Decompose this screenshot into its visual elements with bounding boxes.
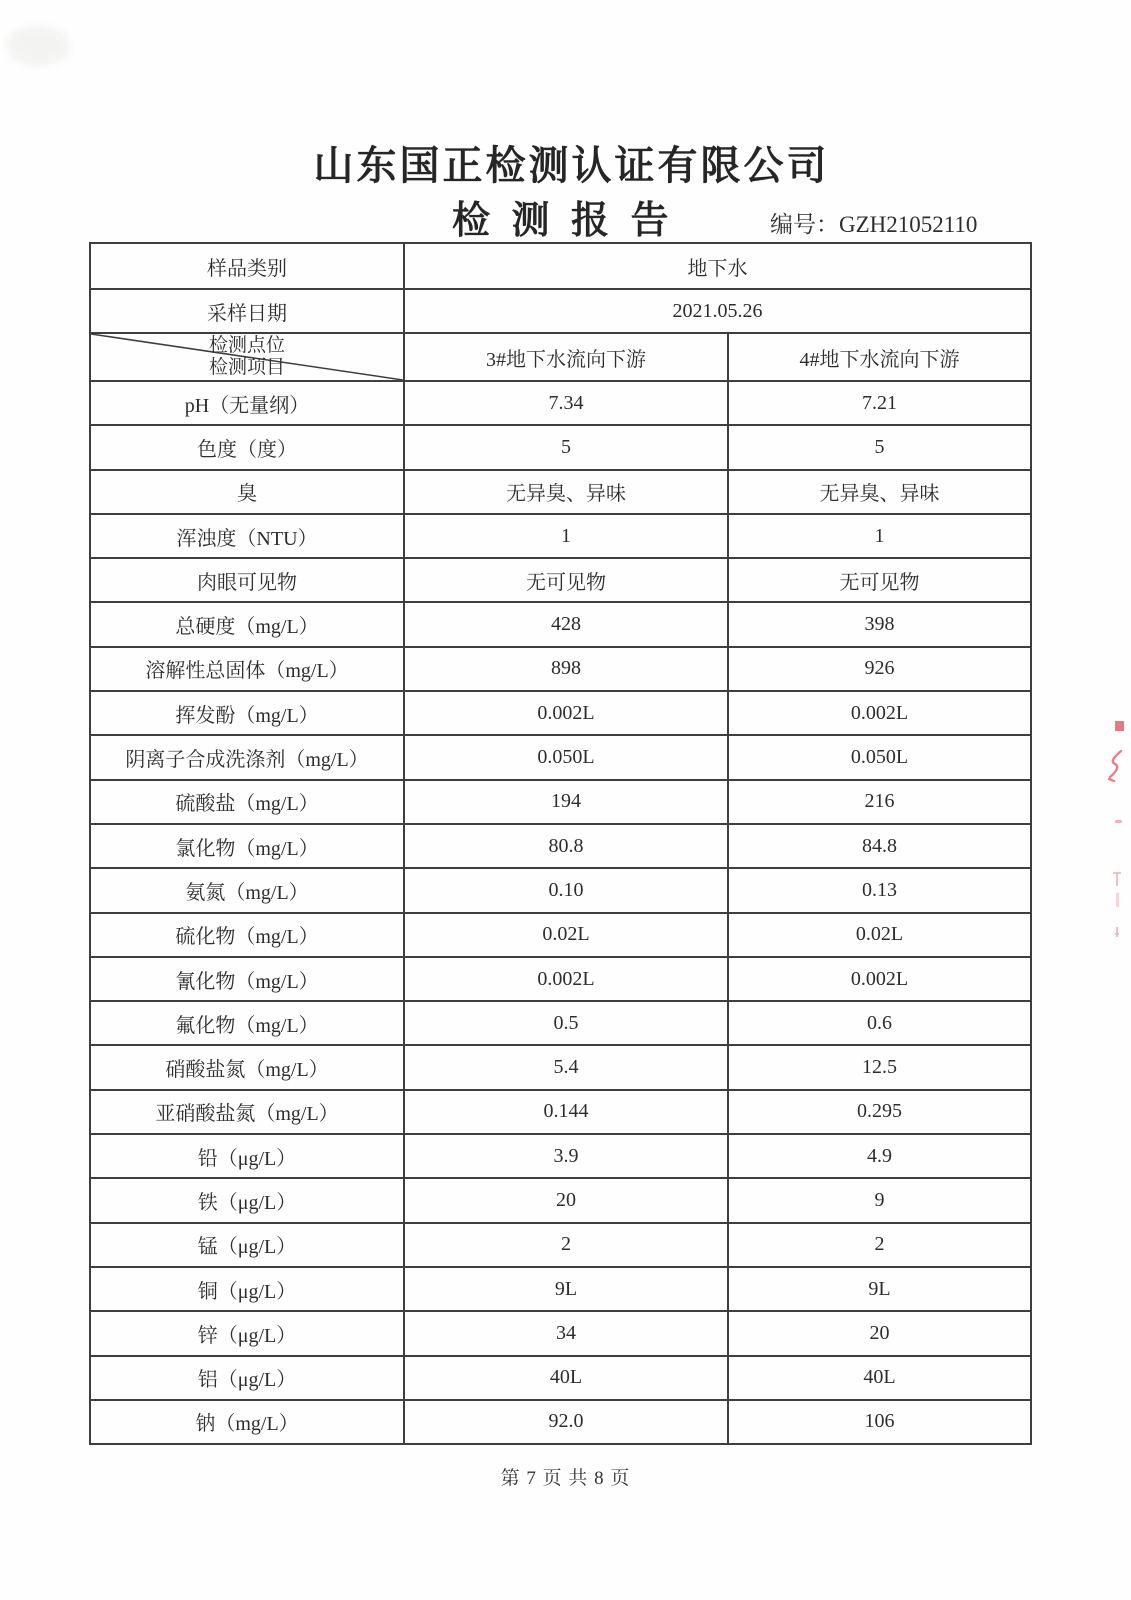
item-label: 肉眼可见物: [90, 558, 404, 602]
value-site2: 40L: [728, 1356, 1031, 1400]
site-column-2: 4#地下水流向下游: [728, 333, 1031, 381]
value-site1: 2: [404, 1223, 728, 1267]
red-ink-mark: [1115, 820, 1122, 823]
value-site1: 194: [404, 780, 728, 824]
value-site2: 216: [728, 780, 1031, 824]
value-site2: 398: [728, 602, 1031, 646]
site-header-row: [90, 333, 1031, 381]
report-number: [770, 206, 977, 239]
value-site2: 106: [728, 1400, 1031, 1444]
red-ink-mark: [1112, 871, 1122, 887]
item-label: 色度（度）: [90, 425, 404, 469]
table-row: [90, 1134, 1031, 1178]
table-row: [90, 514, 1031, 558]
table-row: [90, 735, 1031, 779]
value-site2: 0.295: [728, 1090, 1031, 1134]
value-site1: 0.002L: [404, 691, 728, 735]
diagonal-bottom-label: 检测项目: [208, 357, 285, 378]
value-site1: 3.9: [404, 1134, 728, 1178]
table-row: [90, 691, 1031, 735]
item-label: 铅（μg/L）: [90, 1134, 404, 1178]
table-row: [90, 1178, 1031, 1222]
value-site2: 9L: [728, 1267, 1031, 1311]
value-site2: 4.9: [728, 1134, 1031, 1178]
sampling-date-value: 2021.05.26: [404, 289, 1031, 333]
value-site1: 1: [404, 514, 728, 558]
scan-smudge: [6, 26, 70, 66]
value-site1: 0.144: [404, 1090, 728, 1134]
sample-type-value: 地下水: [404, 243, 1031, 289]
value-site1: 40L: [404, 1356, 728, 1400]
table-row: [90, 1400, 1031, 1444]
item-label: 硝酸盐氮（mg/L）: [90, 1045, 404, 1089]
value-site1: 428: [404, 602, 728, 646]
report-number-label: 编号：: [770, 212, 839, 237]
value-site1: 无异臭、异味: [404, 470, 728, 514]
value-site2: 12.5: [728, 1045, 1031, 1089]
results-table: [89, 242, 1032, 1445]
item-label: 锰（μg/L）: [90, 1223, 404, 1267]
sampling-date-row: [90, 289, 1031, 333]
value-site1: 0.002L: [404, 957, 728, 1001]
report-number-value: GZH21052110: [839, 212, 978, 237]
diagonal-header-text: [91, 335, 403, 379]
table-row: [90, 824, 1031, 868]
value-site2: 0.050L: [728, 735, 1031, 779]
company-name: 山东国正检测认证有限公司: [313, 143, 830, 188]
value-site2: 2: [728, 1223, 1031, 1267]
page-indicator: 第 7 页 共 8 页: [500, 1468, 631, 1489]
value-site1: 34: [404, 1311, 728, 1355]
value-site2: 0.02L: [728, 913, 1031, 957]
item-label: 钠（mg/L）: [90, 1400, 404, 1444]
value-site2: 0.13: [728, 868, 1031, 912]
red-ink-mark: [1116, 893, 1119, 907]
value-site2: 7.21: [728, 381, 1031, 425]
value-site1: 0.050L: [404, 735, 728, 779]
item-label: 氯化物（mg/L）: [90, 824, 404, 868]
value-site2: 9: [728, 1178, 1031, 1222]
table-row: [90, 1267, 1031, 1311]
value-site1: 92.0: [404, 1400, 728, 1444]
table-row: [90, 425, 1031, 469]
table-row: [90, 647, 1031, 691]
item-label: 硫化物（mg/L）: [90, 913, 404, 957]
value-site1: 5.4: [404, 1045, 728, 1089]
value-site1: 0.02L: [404, 913, 728, 957]
item-label: 锌（μg/L）: [90, 1311, 404, 1355]
table-row: [90, 1045, 1031, 1089]
table-row: [90, 780, 1031, 824]
sampling-date-label: 采样日期: [90, 289, 404, 333]
diagonal-top-label: 检测点位: [208, 335, 285, 356]
item-label: 氰化物（mg/L）: [90, 957, 404, 1001]
table-row: [90, 957, 1031, 1001]
sample-type-label: 样品类别: [90, 243, 404, 289]
red-ink-mark: [1115, 721, 1124, 731]
item-label: 硫酸盐（mg/L）: [90, 780, 404, 824]
table-row: [90, 1356, 1031, 1400]
value-site1: 898: [404, 647, 728, 691]
table-row: [90, 1090, 1031, 1134]
sample-type-row: [90, 243, 1031, 289]
value-site2: 20: [728, 1311, 1031, 1355]
value-site1: 7.34: [404, 381, 728, 425]
item-label: 氨氮（mg/L）: [90, 868, 404, 912]
item-label: 挥发酚（mg/L）: [90, 691, 404, 735]
item-label: 总硬度（mg/L）: [90, 602, 404, 646]
item-label: 铁（μg/L）: [90, 1178, 404, 1222]
value-site1: 0.10: [404, 868, 728, 912]
item-label: 亚硝酸盐氮（mg/L）: [90, 1090, 404, 1134]
item-label: 铜（μg/L）: [90, 1267, 404, 1311]
table-row: [90, 1223, 1031, 1267]
value-site1: 9L: [404, 1267, 728, 1311]
table-row: [90, 1311, 1031, 1355]
report-title: 检 测 报 告: [452, 200, 675, 242]
table-row: [90, 602, 1031, 646]
value-site1: 20: [404, 1178, 728, 1222]
value-site1: 0.5: [404, 1001, 728, 1045]
item-label: 臭: [90, 470, 404, 514]
item-label: 铝（μg/L）: [90, 1356, 404, 1400]
item-label: 阴离子合成洗涤剂（mg/L）: [90, 735, 404, 779]
value-site1: 无可见物: [404, 558, 728, 602]
site-column-1: 3#地下水流向下游: [404, 333, 728, 381]
item-label: pH（无量纲）: [90, 381, 404, 425]
value-site2: 无可见物: [728, 558, 1031, 602]
red-ink-scribble: [1106, 748, 1126, 784]
table-row: [90, 470, 1031, 514]
item-label: 溶解性总固体（mg/L）: [90, 647, 404, 691]
value-site1: 5: [404, 425, 728, 469]
value-site2: 0.002L: [728, 957, 1031, 1001]
value-site2: 926: [728, 647, 1031, 691]
table-row: [90, 913, 1031, 957]
item-label: 氟化物（mg/L）: [90, 1001, 404, 1045]
table-row: [90, 868, 1031, 912]
value-site2: 无异臭、异味: [728, 470, 1031, 514]
item-label: 浑浊度（NTU）: [90, 514, 404, 558]
value-site2: 1: [728, 514, 1031, 558]
value-site1: 80.8: [404, 824, 728, 868]
value-site2: 84.8: [728, 824, 1031, 868]
value-site2: 0.6: [728, 1001, 1031, 1045]
table-row: [90, 558, 1031, 602]
value-site2: 0.002L: [728, 691, 1031, 735]
value-site2: 5: [728, 425, 1031, 469]
red-ink-mark: [1114, 926, 1120, 938]
table-row: [90, 1001, 1031, 1045]
diagonal-header-cell: [90, 333, 404, 381]
table-row: [90, 381, 1031, 425]
